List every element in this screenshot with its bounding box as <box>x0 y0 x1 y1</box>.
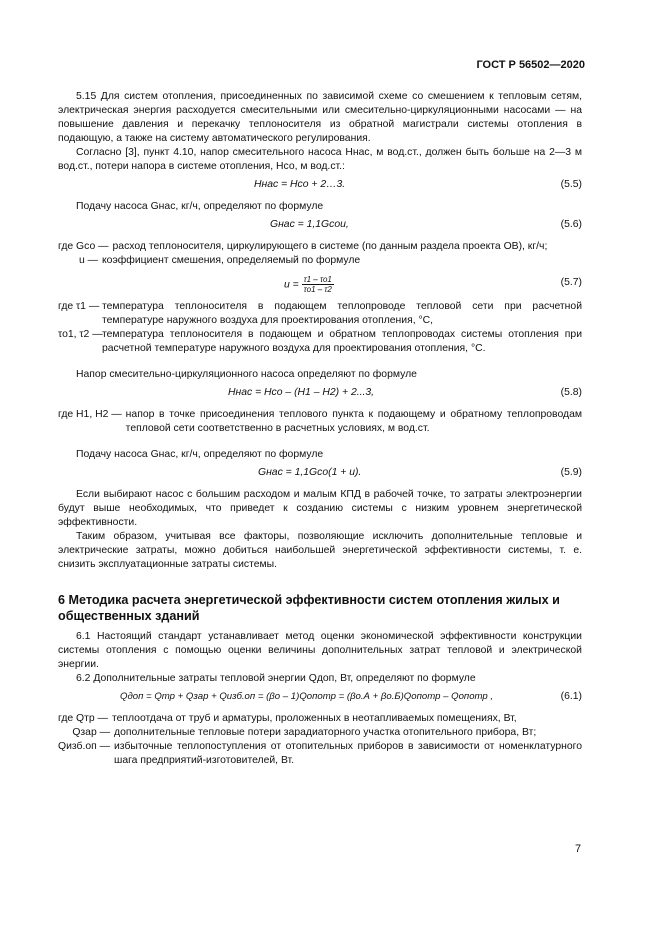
definition-symbol: где Gсо — <box>58 241 109 252</box>
paragraph-5-15: 5.15 Для систем отопления, присоединенных по зависимой схеме со смешением к тепловым сетям, электрическая энергия расходуется смесительными или смесительно-циркуляционными насосами — на повышение давления и перекачку теплоносителя из обратной магистрали системы отопления в подающую, а также на систему автоматического регулирования. <box>58 91 582 144</box>
document-code: ГОСТ Р 56502—2020 <box>476 59 585 71</box>
paragraph-soglasno: Согласно [3], пункт 4.10, напор смесительного насоса Hнас, м вод.ст., должен быть больше на 2—3 м вод.ст., потери напора в системе отопления, Hсо, м вод.ст.: <box>58 147 582 172</box>
definition-text: расход теплоносителя, циркулирующего в системе (по данным раздела проекта ОВ), кг/ч; <box>112 241 548 252</box>
definition-symbol: Qзар — <box>72 727 110 738</box>
fraction-numerator: τ1 – τо1 <box>303 275 332 284</box>
paragraph-podachu-1: Подачу насоса Gнас, кг/ч, определяют по формуле <box>76 201 324 212</box>
formula-5-5 <box>58 178 582 194</box>
formula-number: (5.8) <box>560 387 582 398</box>
definition-row <box>58 328 582 356</box>
definition-text: коэффициент смешения, определяемый по формуле <box>102 255 361 266</box>
page-body <box>58 90 582 768</box>
formula-expression <box>284 275 334 294</box>
formula-5-6 <box>58 218 582 234</box>
definition-text: температура теплоносителя в подающем и обратном теплопроводах системы отопления при расчетной температуре наружного воздуха для проектирования отопления, °С. <box>102 329 582 354</box>
definition-text: теплоотдача от труб и арматуры, проложенных в неотапливаемых помещениях, Вт, <box>111 713 517 724</box>
formula-5-9 <box>58 466 582 482</box>
definition-row <box>58 726 582 740</box>
definition-text: дополнительные тепловые потери зарадиаторного участка отопительного прибора, Вт; <box>114 727 537 738</box>
definition-text: температура теплоносителя в подающем теплопроводе тепловой сети при расчетной температуре наружного воздуха для проектирования отопления, °С, <box>102 301 582 326</box>
formula-number: (5.5) <box>560 179 582 190</box>
fraction <box>302 275 334 294</box>
formula-5-7 <box>58 272 582 294</box>
definition-symbol: где Qтр — <box>58 713 108 724</box>
paragraph-6-1: 6.1 Настоящий стандарт устанавливает метод оценки экономической эффективности конструкции системы отопления с помощью оценки величины дополнительных затрат тепловой и электрической энергии. <box>58 631 582 670</box>
fraction-denominator: τо1 – τ2 <box>303 285 332 294</box>
definition-row <box>58 300 582 328</box>
definition-row <box>58 408 582 436</box>
paragraph-podachu-2: Подачу насоса Gнас, кг/ч, определяют по формуле <box>76 449 324 460</box>
formula-number: (6.1) <box>560 691 582 702</box>
definition-row <box>58 740 582 768</box>
page-number: 7 <box>575 843 582 855</box>
formula-number: (5.9) <box>560 467 582 478</box>
formula-number: (5.6) <box>560 219 582 230</box>
formula-5-8 <box>58 386 582 402</box>
paragraph-6-2: 6.2 Дополнительные затраты тепловой энергии Qдоп, Вт, определяют по формуле <box>76 673 476 684</box>
formula-expression: Gнас = 1,1Gсоu, <box>270 219 349 230</box>
definition-symbol: u — <box>78 255 98 266</box>
definition-text: напор в точке присоединения теплового пункта к подающему и обратному теплопроводам тепловой сети соответственно в расчетных условиях, м вод.ст. <box>125 409 582 434</box>
definition-row <box>58 240 582 254</box>
formula-expression: Hнас = Hсо – (H1 – H2) + 2...3, <box>228 387 375 398</box>
paragraph-esli: Если выбирают насос с большим расходом и малым КПД в рабочей точке, то затраты электроэнергии будут выше необходимых, что приведет к созданию системы с низким уровнем энергетической эффективности. <box>58 489 582 528</box>
formula-expression: Hнас = Hсо + 2…3. <box>254 179 346 190</box>
definition-symbol: τо1, τ2 — <box>58 329 103 340</box>
definition-symbol: где H1, H2 — <box>58 409 122 420</box>
definition-row <box>58 712 582 726</box>
definition-symbol: Qизб.оп — <box>58 741 111 752</box>
formula-number: (5.7) <box>560 277 582 288</box>
definition-text: избыточные теплопоступления от отопительных приборов в зависимости от номенклатурного шага предприятий-изготовителей, Вт. <box>114 741 582 766</box>
formula-expression: Gнас = 1,1Gсо(1 + u). <box>258 467 362 478</box>
section-6-title: 6 Методика расчета энергетической эффективности систем отопления жилых и общественных зданий <box>58 593 560 623</box>
formula-lhs: u = <box>284 279 299 291</box>
definition-row <box>58 254 582 268</box>
paragraph-napor: Напор смесительно-циркуляционного насоса определяют по формуле <box>76 369 417 380</box>
formula-expression: Qдоп = Qтр + Qзар + Qизб.оп = (βо – 1)Qопотр = (βо.А + βо.Б)Qопотр – Qопотр , <box>120 691 494 702</box>
paragraph-takim: Таким образом, учитывая все факторы, позволяющие исключить дополнительные тепловые и электрические затраты, можно добиться наибольшей энергетической эффективности системы, т. е. снизить эксплуатационные затраты системы. <box>58 531 582 570</box>
definition-symbol: где τ1 — <box>58 301 100 312</box>
formula-6-1 <box>58 690 582 706</box>
